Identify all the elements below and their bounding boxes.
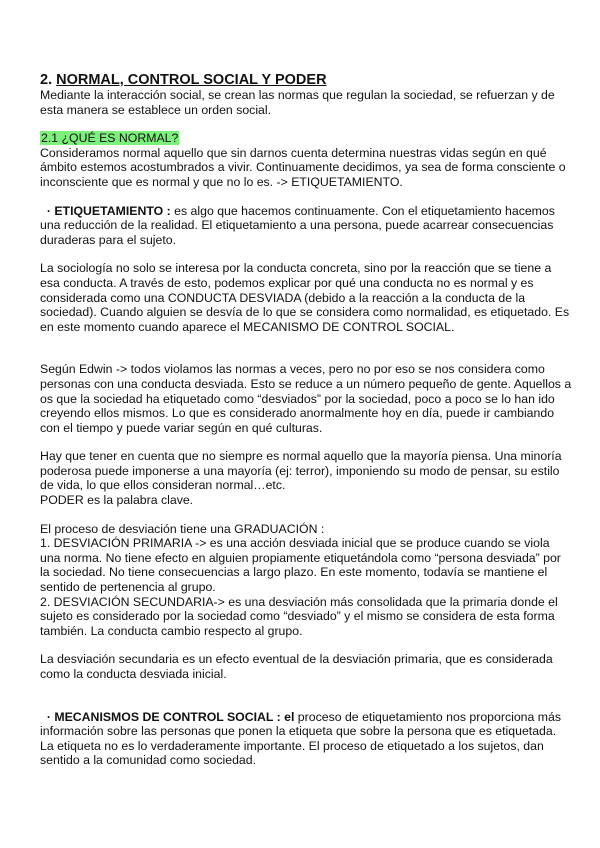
document-page (40, 72, 572, 768)
paragraph-etiqueta: La etiqueta no es lo verdaderamente importante. El proceso de etiquetado a los sujetos, dan sentido a la comunidad como sociedad. (40, 738, 544, 768)
heading-text: NORMAL, CONTROL SOCIAL Y PODER (56, 72, 327, 88)
subsection-title: 2.1 ¿QUÉ ES NORMAL? (41, 131, 179, 146)
list-item-secundaria: 2. DESVIACIÓN SECUNDARIA-> es una desviación más consolidada que la primaria donde el sujeto es considerado por la sociedad como “desviado” y el mismo se considera de esta forma también. La conducta cambio respecto al grupo. (40, 594, 558, 638)
heading-number: 2. (40, 72, 53, 88)
paragraph-edwin: Según Edwin -> todos violamos las normas a veces, pero no por eso se nos considera como personas con una conducta desviada. Esto se reduce a un número pequeño de gente. Aquellos a os que la sociedad ha etiquetado como “desviados” por la sociedad, poco a poco se lo han ido creyendo ellos mismos. Lo que es considerado anormalmente hoy en día, puede ir cambiando con el tiempo y puede variar según en qué culturas. (40, 362, 572, 435)
paragraph-mayoria: Hay que tener en cuenta que no siempre es normal aquello que la mayoría piensa. Una minoría poderosa puede imponerse a una mayoría (ej: terror), imponiendo su modo de pensar, su estilo de vida, lo que ellos consideran normal…etc. (40, 449, 562, 493)
mecanismos-paragraph (40, 710, 572, 739)
paragraph-poder: PODER es la palabra clave. (40, 493, 194, 508)
paragraph-normal: Consideramos normal aquello que sin darnos cuenta determina nuestras vidas según en qué ámbito estemos acostumbrados a vivir. Continuamente decidimos, ya sea de forma consciente o inconsciente que es normal y que no lo es. -> ETIQUETAMIENTO. (40, 145, 566, 189)
mecanismos-label: · MECANISMOS DE CONTROL SOCIAL : el (46, 709, 295, 724)
etiquetamiento-paragraph (40, 204, 572, 248)
section-heading (40, 72, 572, 88)
intro-paragraph: Mediante la interacción social, se crean las normas que regulan la sociedad, se refuerzan y de esta manera se establece un orden social. (40, 88, 555, 117)
mecanismos-text: proceso de etiquetamiento nos proporciona más información sobre las personas que ponen la etiqueta que sobre la persona que es etiquetada. (40, 709, 561, 739)
paragraph-efecto: La desviación secundaria es un efecto eventual de la desviación primaria, que es considerada como la conducta desviada inicial. (40, 652, 553, 681)
paragraph-sociologia: La sociología no solo se interesa por la conducta concreta, sino por la reacción que se tiene a esa conducta. A través de esto, podemos explicar por qué una conducta no es normal y es considerada como una CONDUCTA DESVIADA (debido a la reacción a la conducta de la sociedad). Cuando alguien se desvía de lo que se considera como normalidad, es etiquetado. Es en este momento cuando aparece el MECANISMO DE CONTROL SOCIAL. (40, 261, 570, 334)
list-item-primaria: 1. DESVIACIÓN PRIMARIA -> es una acción desviada inicial que se produce cuando se viola una norma. No tiene efecto en alguien propiamente etiquetándola como “persona desviada” por la sociedad. No tiene consecuencias a largo plazo. En este momento, todavía se mantiene el sentido de pertenencia al grupo. (40, 536, 561, 595)
paragraph-graduacion: El proceso de desviación tiene una GRADUACIÓN : (40, 521, 325, 536)
etiquetamiento-text: es algo que hacemos continuamente. Con el etiquetamiento hacemos una reducción de la realidad. El etiquetamiento a una persona, puede acarrear consecuencias duraderas para el sujeto. (40, 203, 555, 247)
etiquetamiento-label: · ETIQUETAMIENTO : (46, 203, 171, 218)
